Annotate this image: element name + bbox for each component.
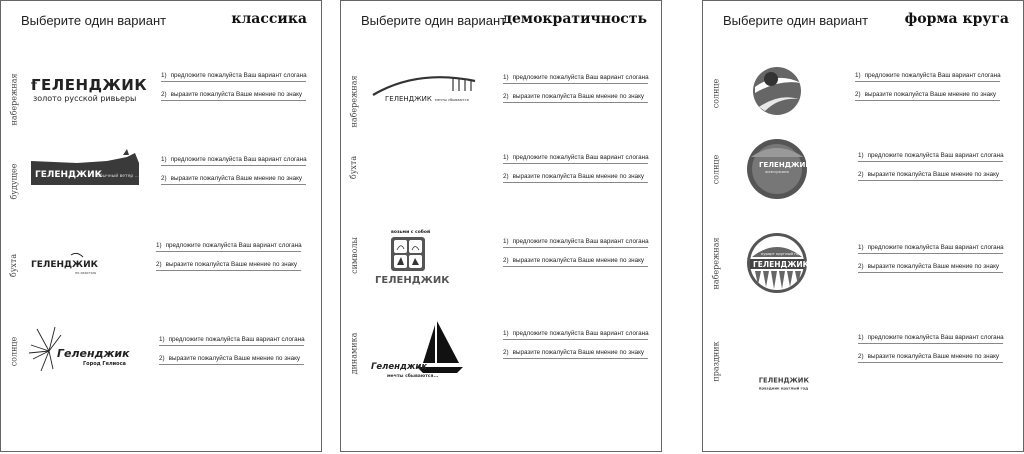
question-slogan[interactable]: 1) предложите пожалуйста Ваш вариант слогана: [855, 71, 1000, 82]
question-block[interactable]: [161, 155, 306, 185]
option-label: солнце: [711, 154, 721, 184]
question-block[interactable]: [858, 243, 1003, 273]
option-row: [341, 127, 661, 207]
sheet-header: [723, 11, 1009, 31]
question-slogan[interactable]: 1) предложите пожалуйста Ваш вариант слогана: [858, 243, 1003, 254]
question-block[interactable]: [503, 153, 648, 183]
option-row: [341, 313, 661, 393]
question-slogan[interactable]: 1) предложите пожалуйста Ваш вариант слогана: [156, 241, 301, 252]
question-sign-opinion[interactable]: 2) выразите пожалуйста Ваше мнение по знаку: [858, 352, 1003, 363]
question-slogan[interactable]: 1) предложите пожалуйста Ваш вариант слогана: [503, 153, 648, 164]
question-slogan[interactable]: 1) предложите пожалуйста Ваш вариант слогана: [503, 73, 648, 84]
logo-sub-text: мечты сбываются: [435, 98, 469, 102]
question-block[interactable]: [858, 333, 1003, 363]
question-slogan[interactable]: 1) предложите пожалуйста Ваш вариант слогана: [858, 333, 1003, 344]
question-sign-opinion[interactable]: 2) выразите пожалуйста Ваше мнение по знаку: [503, 348, 648, 359]
sheet-democratic: [340, 0, 662, 452]
option-label: солнце: [9, 336, 19, 366]
option-row: [1, 311, 321, 391]
option-label: солнце: [711, 78, 721, 108]
question-sign-opinion[interactable]: 2) выразите пожалуйста Ваше мнение по знаку: [858, 262, 1003, 273]
question-block[interactable]: [503, 73, 648, 103]
logo-main-text: ГЕЛЕНДЖИК: [759, 161, 812, 169]
logo-circle-sun[interactable]: [729, 53, 859, 133]
logo-circle-embankment[interactable]: [729, 223, 859, 303]
option-label: набережная: [711, 236, 721, 290]
option-row: [703, 129, 1023, 209]
logo-sub-text: Город Гелиоса: [83, 361, 126, 367]
question-block[interactable]: [503, 329, 648, 359]
logo-sub-text: праздник круглый год: [758, 386, 809, 391]
option-label: бухта: [349, 155, 359, 179]
option-row: [1, 141, 321, 221]
question-slogan[interactable]: 1) предложите пожалуйста Ваш вариант слогана: [161, 71, 306, 82]
logo-classic-bay[interactable]: [27, 225, 157, 305]
question-block[interactable]: [503, 237, 648, 267]
option-row: [1, 225, 321, 305]
option-label: будущее: [9, 162, 19, 200]
sheet-theme: форма круга: [904, 11, 1009, 27]
question-slogan[interactable]: 1) предложите пожалуйста Ваш вариант слогана: [161, 155, 306, 166]
sheet-circle-form: [702, 0, 1024, 452]
option-row: [703, 321, 1023, 401]
logo-sub-text: возьми с собой: [391, 230, 431, 235]
question-slogan[interactable]: 1) предложите пожалуйста Ваш вариант слогана: [503, 237, 648, 248]
logo-sub-text: курорт круглый год: [761, 251, 802, 256]
question-sign-opinion[interactable]: 2) выразите пожалуйста Ваше мнение по знаку: [503, 92, 648, 103]
logo-classic-embankment[interactable]: [27, 59, 157, 139]
sheet-title: Выберите один вариант: [361, 13, 507, 28]
question-sign-opinion[interactable]: 2) выразите пожалуйста Ваше мнение по знаку: [161, 174, 306, 185]
logo-main-text: ГЕЛЕНДЖИК: [753, 260, 809, 269]
option-label: символы: [349, 236, 359, 274]
sheet-title: Выберите один вариант: [21, 13, 167, 28]
option-label: бухта: [9, 253, 19, 277]
question-block[interactable]: [855, 71, 1000, 101]
question-sign-opinion[interactable]: 2) выразите пожалуйста Ваше мнение по знаку: [858, 170, 1003, 181]
logo-main-text: ГЕЛЕНДЖИК: [31, 260, 98, 270]
logo-sub-text: по окостью: [75, 271, 96, 275]
logo-main-text: Геленджик: [371, 362, 428, 372]
question-slogan[interactable]: 1) предложите пожалуйста Ваш вариант слогана: [503, 329, 648, 340]
option-row: [341, 215, 661, 295]
option-label: праздник: [711, 340, 721, 382]
question-sign-opinion[interactable]: 2) выразите пожалуйста Ваше мнение по знаку: [161, 90, 306, 101]
question-sign-opinion[interactable]: 2) выразите пожалуйста Ваше мнение по знаку: [855, 90, 1000, 101]
logo-sub-text: жемчужина: [765, 169, 789, 174]
question-sign-opinion[interactable]: 2) выразите пожалуйста Ваше мнение по знаку: [503, 256, 648, 267]
option-label: динамика: [349, 332, 359, 374]
logo-circle-sun-2[interactable]: [729, 129, 859, 209]
question-block[interactable]: [858, 151, 1003, 181]
option-label: набережная: [349, 74, 359, 128]
option-row: [1, 59, 321, 139]
sheet-theme: демократичность: [502, 11, 647, 27]
logo-classic-sun[interactable]: [27, 311, 157, 391]
question-sign-opinion[interactable]: 2) выразите пожалуйста Ваше мнение по знаку: [159, 354, 304, 365]
logo-main-text: ГЕЛЕНДЖИК: [385, 95, 432, 103]
option-row: [703, 53, 1023, 133]
logo-main-text: ГЕЛЕНДЖИК: [35, 170, 102, 180]
question-slogan[interactable]: 1) предложите пожалуйста Ваш вариант слогана: [858, 151, 1003, 162]
logo-main-text: ГЕЛЕНДЖИК: [758, 376, 809, 385]
question-block[interactable]: [161, 71, 306, 101]
logo-sub-text: золото русской ривьеры: [33, 94, 137, 103]
logo-sub-text: мечты сбываются...: [387, 374, 439, 379]
logo-main-text: ГЕЛЕНДЖИК: [375, 275, 450, 286]
question-sign-opinion[interactable]: 2) выразите пожалуйста Ваше мнение по знаку: [503, 172, 648, 183]
option-row: [703, 223, 1023, 303]
sheet-header: [21, 11, 307, 31]
question-sign-opinion[interactable]: 2) выразите пожалуйста Ваше мнение по знаку: [156, 260, 301, 271]
sheet-classic: [0, 0, 322, 452]
sheet-title: Выберите один вариант: [723, 13, 869, 28]
logo-main-text: Геленджик: [57, 347, 130, 360]
question-block[interactable]: [159, 335, 304, 365]
question-block[interactable]: [156, 241, 301, 271]
logo-sub-text: обычный ветер ...: [97, 174, 139, 179]
logo-democratic-symbols[interactable]: [367, 215, 497, 295]
question-slogan[interactable]: 1) предложите пожалуйста Ваш вариант слогана: [159, 335, 304, 346]
option-label: набережная: [9, 72, 19, 126]
logo-democratic-dynamics[interactable]: [367, 313, 497, 393]
sheet-header: [361, 11, 647, 31]
logo-circle-holiday[interactable]: [729, 369, 859, 429]
logo-classic-future[interactable]: [27, 141, 157, 221]
sheet-theme: классика: [231, 11, 307, 27]
logo-main-text: ГЕЛЕНДЖИК: [31, 76, 148, 94]
